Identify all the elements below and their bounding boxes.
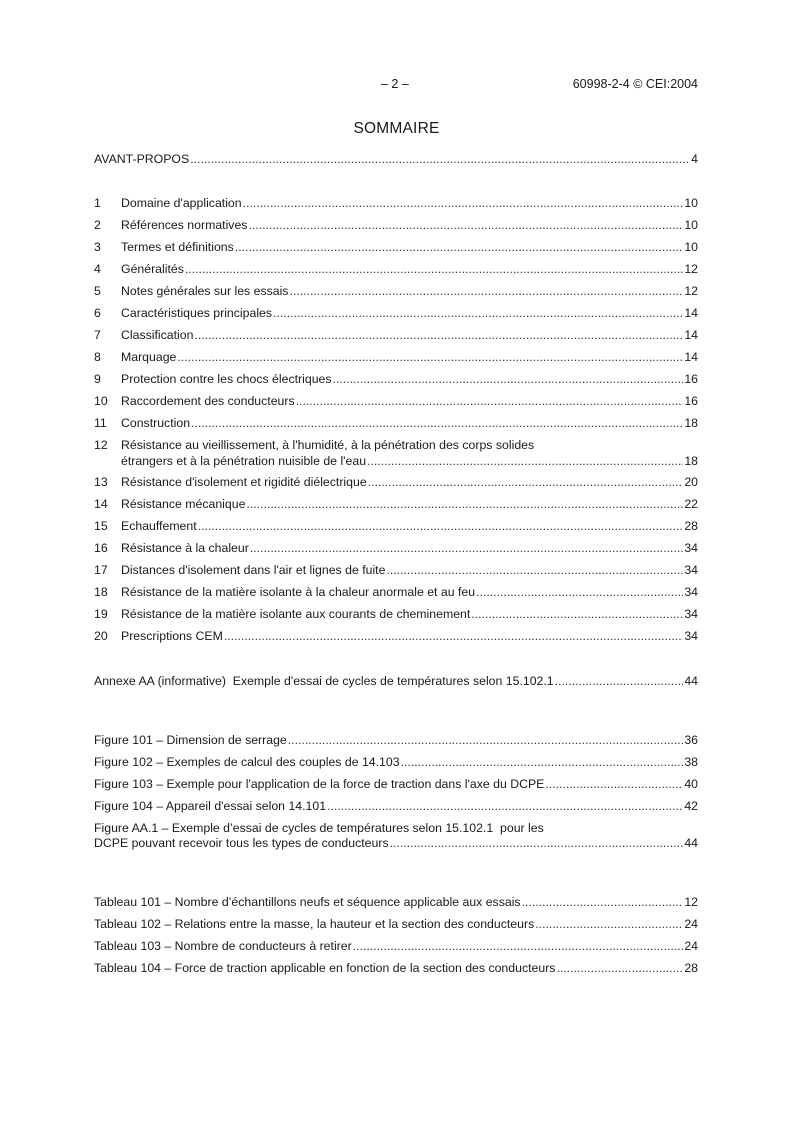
toc-entry-figure[interactable]	[94, 776, 698, 792]
toc-entry-label: Prescriptions CEM	[121, 629, 223, 643]
toc-entry-label-line1: Résistance au vieillissement, à l'humidité, à la pénétration des corps solides	[121, 438, 535, 452]
toc-entry-label: Caractéristiques principales	[121, 306, 273, 320]
toc-entry-label: Distances d'isolement dans l'air et lignes de fuite	[121, 563, 386, 577]
toc-entry-clause[interactable]	[94, 496, 698, 512]
toc-entry-label: Protection contre les chocs électriques	[121, 372, 332, 386]
toc-entry-clause[interactable]	[94, 283, 698, 299]
toc-entry-page: 28	[684, 519, 698, 533]
dot-leader	[401, 754, 684, 770]
dot-leader	[224, 628, 683, 644]
toc-entry-clause[interactable]	[94, 371, 698, 387]
toc-entry-label: Figure 104 – Appareil d'essai selon 14.101	[94, 799, 327, 813]
toc-entry-label: Construction	[121, 416, 191, 430]
toc-entry-figure[interactable]	[94, 798, 698, 814]
toc-entry-page: 34	[684, 541, 698, 555]
toc-entry-page: 4	[691, 152, 698, 166]
toc-entry-clause[interactable]	[94, 540, 698, 556]
toc-entry-table[interactable]	[94, 960, 698, 976]
dot-leader	[471, 606, 683, 622]
dot-leader	[194, 327, 683, 343]
toc-entry-label: Résistance de la matière isolante aux courants de cheminement	[121, 607, 471, 621]
toc-entry-page: 22	[684, 497, 698, 511]
toc-entry-clause[interactable]	[94, 239, 698, 255]
toc-entry-clause[interactable]	[94, 437, 698, 468]
dot-leader	[250, 540, 683, 556]
toc-entry-label: Résistance d'isolement et rigidité diélectrique	[121, 475, 367, 489]
toc-entry-annex[interactable]	[94, 673, 698, 689]
toc-entry-page: 18	[684, 454, 698, 468]
clause-number: 16	[94, 541, 108, 555]
toc-entry-label: Tableau 101 – Nombre d’échantillons neufs et séquence applicable aux essais	[94, 895, 521, 909]
dot-leader	[288, 732, 684, 748]
toc-entry-label-line1: Figure AA.1 – Exemple d’essai de cycles de températures selon 15.102.1 pour les	[94, 821, 544, 835]
toc-entry-page: 10	[684, 196, 698, 210]
toc-entry-page: 18	[684, 416, 698, 430]
toc-entry-page: 42	[684, 799, 698, 813]
toc-entry-label: Tableau 103 – Nombre de conducteurs à retirer	[94, 939, 352, 953]
dot-leader	[248, 217, 683, 233]
dot-leader	[243, 195, 684, 211]
toc-entry-page: 14	[684, 328, 698, 342]
clause-number: 14	[94, 497, 108, 511]
toc-entry-clause[interactable]	[94, 195, 698, 211]
toc-entry-label: Echauffement	[121, 519, 197, 533]
dot-leader	[522, 894, 684, 910]
toc-entry-clause[interactable]	[94, 606, 698, 622]
toc-entry-label: Domaine d'application	[121, 196, 242, 210]
toc-entry-page: 28	[684, 961, 698, 975]
toc-entry-clause[interactable]	[94, 584, 698, 600]
toc-entry-page: 36	[684, 733, 698, 747]
clause-number: 17	[94, 563, 108, 577]
toc-entry-page: 20	[684, 475, 698, 489]
toc-entry-page: 12	[684, 262, 698, 276]
dot-leader	[390, 835, 684, 851]
toc-entry-label: Généralités	[121, 262, 184, 276]
page-number: – 2 –	[381, 77, 409, 91]
clause-number: 19	[94, 607, 108, 621]
toc-entry-page: 44	[684, 674, 698, 688]
clause-number: 3	[94, 240, 101, 254]
toc-entry-page: 16	[684, 372, 698, 386]
toc-entry-figure[interactable]	[94, 754, 698, 770]
clause-number: 9	[94, 372, 101, 386]
clause-number: 2	[94, 218, 101, 232]
dot-leader	[191, 415, 683, 431]
clause-number: 1	[94, 196, 101, 210]
dot-leader	[273, 305, 683, 321]
toc-entry-figure[interactable]	[94, 732, 698, 748]
toc-entry-page: 34	[684, 607, 698, 621]
toc-entry-page: 10	[684, 218, 698, 232]
toc-entry-page: 34	[684, 563, 698, 577]
dot-leader	[386, 562, 683, 578]
toc-entry-label: Figure 102 – Exemples de calcul des couples de 14.103	[94, 755, 400, 769]
dot-leader	[476, 584, 683, 600]
dot-leader	[289, 283, 683, 299]
toc-entry-label: Figure 101 – Dimension de serrage	[94, 733, 287, 747]
dot-leader	[327, 798, 683, 814]
toc-entry-page: 24	[684, 939, 698, 953]
toc-entry-label: Notes générales sur les essais	[121, 284, 289, 298]
toc-entry-clause[interactable]	[94, 261, 698, 277]
dot-leader	[296, 393, 684, 409]
toc-entry-clause[interactable]	[94, 518, 698, 534]
toc-entry-clause[interactable]	[94, 562, 698, 578]
toc-entry-label: Références normatives	[121, 218, 248, 232]
toc-entry-table[interactable]	[94, 938, 698, 954]
toc-entry-page: 10	[684, 240, 698, 254]
toc-entry-label-line2: étrangers et à la pénétration nuisible de l'eau	[121, 454, 367, 468]
toc-entry-page: 14	[684, 350, 698, 364]
toc-entry-clause[interactable]	[94, 474, 698, 490]
clause-number: 11	[94, 416, 107, 430]
toc-entry-foreword[interactable]	[94, 151, 698, 167]
clause-number: 20	[94, 629, 108, 643]
dot-leader	[368, 474, 684, 490]
toc-entry-clause[interactable]	[94, 305, 698, 321]
toc-entry-clause[interactable]	[94, 628, 698, 644]
clause-number: 6	[94, 306, 101, 320]
toc-entry-clause[interactable]	[94, 415, 698, 431]
toc-entry-label-line2: DCPE pouvant recevoir tous les types de conducteurs	[94, 836, 389, 850]
toc-title: SOMMAIRE	[353, 120, 440, 137]
dot-leader	[235, 239, 684, 255]
toc-entry-label: Raccordement des conducteurs	[121, 394, 295, 408]
toc-entry-table[interactable]	[94, 894, 698, 910]
toc-entry-page: 34	[684, 585, 698, 599]
toc-entry-page: 12	[684, 895, 698, 909]
clause-number: 15	[94, 519, 108, 533]
clause-number: 8	[94, 350, 101, 364]
dot-leader	[367, 453, 683, 469]
toc-entry-label: Classification	[121, 328, 194, 342]
toc-entry-figure[interactable]	[94, 820, 698, 850]
toc-entry-clause[interactable]	[94, 393, 698, 409]
document-reference: 60998-2-4 © CEI:2004	[572, 77, 698, 91]
clause-number: 7	[94, 328, 101, 342]
toc-entry-page: 38	[684, 755, 698, 769]
toc-entry-label: Résistance de la matière isolante à la chaleur anormale et au feu	[121, 585, 476, 599]
toc-entry-page: 44	[684, 836, 698, 850]
clause-number: 12	[94, 438, 108, 452]
toc-entry-page: 24	[684, 917, 698, 931]
dot-leader	[177, 349, 683, 365]
dot-leader	[198, 518, 684, 534]
clause-number: 13	[94, 475, 108, 489]
toc-entry-table[interactable]	[94, 916, 698, 932]
toc-entry-label: Figure 103 – Exemple pour l'application de la force de traction dans l'axe du DCPE	[94, 777, 545, 791]
toc-entry-clause[interactable]	[94, 349, 698, 365]
toc-entry-page: 34	[684, 629, 698, 643]
dot-leader	[246, 496, 683, 512]
toc-entry-label: Termes et définitions	[121, 240, 234, 254]
clause-number: 10	[94, 394, 108, 408]
toc-entry-label: Tableau 104 – Force de traction applicable en fonction de la section des conducteurs	[94, 961, 556, 975]
dot-leader	[333, 371, 684, 387]
toc-entry-label: Résistance mécanique	[121, 497, 246, 511]
dot-leader	[185, 261, 683, 277]
toc-entry-clause[interactable]	[94, 327, 698, 343]
clause-number: 5	[94, 284, 101, 298]
dot-leader	[545, 776, 683, 792]
toc-entry-label: Résistance à la chaleur	[121, 541, 249, 555]
dot-leader	[353, 938, 684, 954]
page-header	[0, 77, 793, 93]
dot-leader	[556, 960, 683, 976]
clause-number: 18	[94, 585, 108, 599]
toc-entry-label: Annexe AA (informative) Exemple d'essai de cycles de températures selon 15.102.1	[94, 674, 554, 688]
toc-entry-clause[interactable]	[94, 217, 698, 233]
toc-entry-label: AVANT-PROPOS	[94, 152, 190, 166]
clause-number: 4	[94, 262, 101, 276]
toc-entry-page: 12	[684, 284, 698, 298]
toc-entry-label: Marquage	[121, 350, 177, 364]
toc-entry-page: 16	[684, 394, 698, 408]
dot-leader	[535, 916, 683, 932]
toc-entry-page: 40	[684, 777, 698, 791]
toc-entry-label: Tableau 102 – Relations entre la masse, la hauteur et la section des conducteurs	[94, 917, 535, 931]
toc-entry-page: 14	[684, 306, 698, 320]
dot-leader	[190, 151, 690, 167]
dot-leader	[555, 673, 684, 689]
